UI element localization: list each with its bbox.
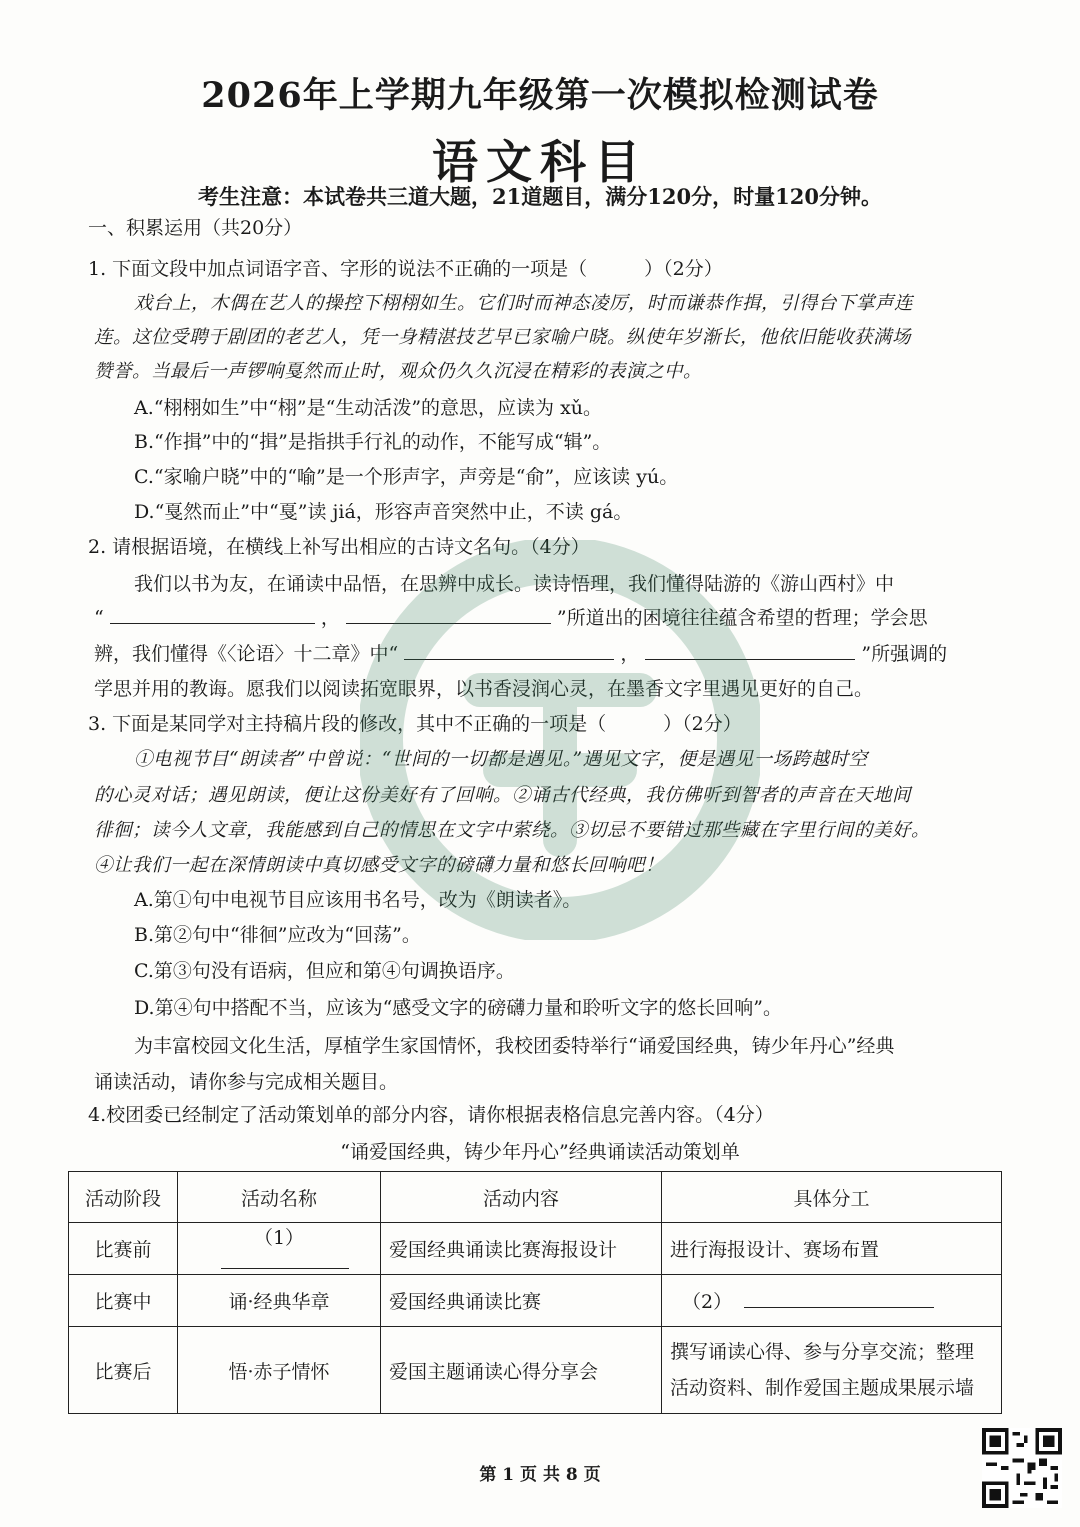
q3-option-a: A.第①句中电视节目应该用书名号，改为《朗读者》。 <box>134 889 582 911</box>
blank-label: （2） <box>682 1291 733 1313</box>
q3-stem: 3. 下面是某同学对主持稿片段的修改，其中不正确的一项是（ ）（2分） <box>88 713 742 735</box>
q2-line: 学思并用的教诲。愿我们以阅读拓宽眼界，以书香浸润心灵，在墨香文字里遇见更好的自己。 <box>94 678 874 700</box>
name-cell <box>178 1223 381 1275</box>
role-cell <box>662 1327 1002 1414</box>
section-heading: 一、积累运用（共20分） <box>88 217 303 239</box>
role-cell <box>662 1275 1002 1327</box>
table-title: “诵爱国经典，铸少年丹心”经典诵读活动策划单 <box>340 1141 740 1163</box>
q1-passage-line: 赞誉。当最后一声锣响戛然而止时，观众仍久久沉浸在精彩的表演之中。 <box>94 361 703 382</box>
q1-stem: 1. 下面文段中加点词语字音、字形的说法不正确的一项是（ ）（2分） <box>88 258 723 280</box>
q2-line-text: ”所强调的 <box>861 643 948 665</box>
activity-intro: 诵读活动，请你参与完成相关题目。 <box>94 1071 399 1093</box>
q2-stem: 2. 请根据语境，在横线上补写出相应的古诗文名句。（4分） <box>88 536 590 558</box>
content-cell: 爱国主题诵读心得分享会 <box>381 1327 662 1414</box>
role-cell: 进行海报设计、赛场布置 <box>662 1223 1002 1275</box>
stage-cell: 比赛后 <box>69 1327 178 1414</box>
q2-line-text: ”所道出的困境往往蕴含希望的哲理；学会思 <box>556 607 928 629</box>
blank-label: （1） <box>253 1227 305 1249</box>
q1-option-d: D.“戛然而止”中“戛”读 jiá，形容声音突然中止，不读 gá。 <box>134 501 633 523</box>
q1-option-c: C.“家喻户晓”中的“喻”是一个形声字，声旁是“俞”，应该读 yú。 <box>134 466 679 488</box>
column-header: 活动内容 <box>381 1172 662 1223</box>
exam-title: 2026年上学期九年级第一次模拟检测试卷 <box>201 75 879 116</box>
q3-passage-line: ④让我们一起在深情朗读中真切感受文字的磅礴力量和悠长回响吧！ <box>94 855 665 876</box>
comma: ， <box>620 643 640 665</box>
name-cell: 诵·经典华章 <box>178 1275 381 1327</box>
q3-option-c: C.第③句没有语病，但应和第④句调换语序。 <box>134 960 515 982</box>
table-row <box>69 1223 1002 1275</box>
table-row <box>69 1275 1002 1327</box>
q3-option-d: D.第④句中搭配不当，应该为“感受文字的磅礴力量和聆听文字的悠长回响”。 <box>134 997 783 1019</box>
answer-blank[interactable] <box>110 605 315 624</box>
content-cell: 爱国经典诵读比赛 <box>381 1275 662 1327</box>
q1-passage-line: 连。这位受聘于剧团的老艺人，凭一身精湛技艺早已家喻户晓。纵使年岁渐长，他依旧能收获满场 <box>94 327 912 348</box>
q1-option-a: A.“栩栩如生”中“栩”是“生动活泼”的意思，应读为 xǔ。 <box>134 397 603 419</box>
subject-title: 语文科目 <box>432 135 648 189</box>
role-line: 活动资料、制作爱国主题成果展示墙 <box>670 1377 975 1399</box>
exam-notice: 考生注意：本试卷共三道大题，21道题目，满分120分，时量120分钟。 <box>198 184 882 209</box>
page-number: 第 1 页 共 8 页 <box>479 1465 601 1485</box>
content-cell: 爱国经典诵读比赛海报设计 <box>381 1223 662 1275</box>
q3-passage-line: ①电视节目“朗读者”中曾说：“世间的一切都是遇见。”遇见文字，便是遇见一场跨越时空 <box>134 749 868 770</box>
qr-code-icon <box>982 1428 1062 1508</box>
column-header: 活动名称 <box>178 1172 381 1223</box>
column-header: 具体分工 <box>662 1172 1002 1223</box>
table-row <box>69 1327 1002 1414</box>
q1-option-b: B.“作揖”中的“揖”是指拱手行礼的动作，不能写成“辑”。 <box>134 431 612 453</box>
activity-plan-table <box>68 1171 1002 1414</box>
q2-line-text: 辨，我们懂得《〈论语〉十二章》中“ <box>94 643 399 665</box>
activity-intro: 为丰富校园文化生活，厚植学生家国情怀，我校团委特举行“诵爱国经典，铸少年丹心”经典 <box>134 1035 895 1057</box>
q3-passage-line: 徘徊；读今人文章，我能感到自己的情思在文字中萦绕。③切忌不要错过那些藏在字里行间的美好。 <box>94 820 931 841</box>
column-header: 活动阶段 <box>69 1172 178 1223</box>
q2-line: 我们以书为友，在诵读中品悟，在思辨中成长。读诗悟理，我们懂得陆游的《游山西村》中 <box>134 573 895 595</box>
q4-stem: 4.校团委已经制定了活动策划单的部分内容，请你根据表格信息完善内容。（4分） <box>88 1104 774 1126</box>
answer-blank[interactable] <box>221 1250 349 1269</box>
name-cell: 悟·赤子情怀 <box>178 1327 381 1414</box>
role-line: 撰写诵读心得、参与分享交流；整理 <box>670 1341 975 1363</box>
table-header-row <box>69 1172 1002 1223</box>
q1-passage-line: 戏台上，木偶在艺人的操控下栩栩如生。它们时而神态凌厉，时而谦恭作揖，引得台下掌声连 <box>134 293 914 314</box>
stage-cell: 比赛中 <box>69 1275 178 1327</box>
answer-blank[interactable] <box>744 1289 934 1308</box>
stage-cell: 比赛前 <box>69 1223 178 1275</box>
open-quote: “ <box>94 607 104 629</box>
q3-option-b: B.第②句中“徘徊”应改为“回荡”。 <box>134 924 421 946</box>
watermark-logo-icon <box>360 540 760 940</box>
comma: ， <box>320 607 340 629</box>
q3-passage-line: 的心灵对话；遇见朗读，便让这份美好有了回响。②诵古代经典，我仿佛听到智者的声音在天地间 <box>94 785 912 806</box>
